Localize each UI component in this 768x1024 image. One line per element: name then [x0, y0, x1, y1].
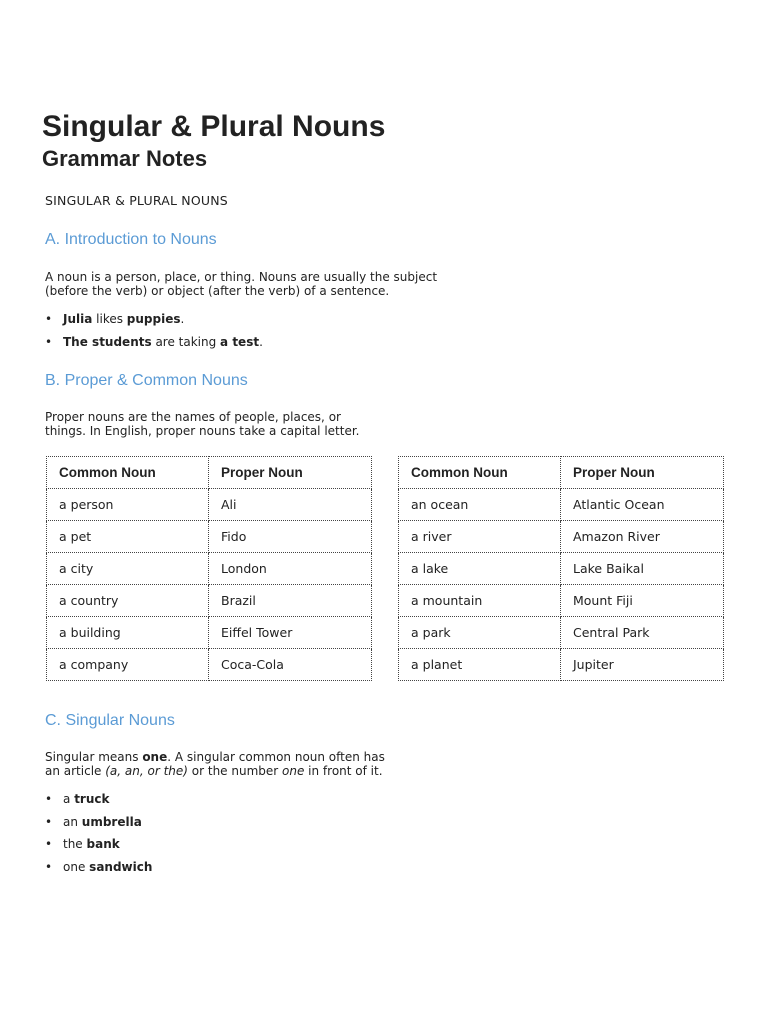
column-header-common: Common Noun [399, 457, 561, 489]
proper-noun-cell: London [209, 553, 372, 585]
list-item [45, 312, 263, 335]
table-row [47, 617, 372, 649]
proper-noun-cell: Coca-Cola [209, 649, 372, 681]
example-noun: bank [86, 837, 120, 851]
section-b-para-line1: Proper nouns are the names of people, places, or [45, 410, 341, 424]
list-item [45, 837, 152, 860]
table-row [399, 649, 724, 681]
table-row [47, 553, 372, 585]
proper-noun-cell: Brazil [209, 585, 372, 617]
example-noun: umbrella [81, 814, 142, 829]
section-b-paragraph [45, 410, 359, 438]
section-a-paragraph [45, 270, 437, 298]
example-subject: The students [63, 334, 152, 349]
para-italic: (a, an, or the) [105, 764, 188, 778]
example-punct: . [259, 334, 263, 349]
example-determiner: one [63, 859, 86, 874]
proper-noun-cell: Fido [209, 521, 372, 553]
section-a-examples [45, 312, 263, 357]
section-b-heading: B. Proper & Common Nouns [45, 372, 248, 389]
column-header-proper: Proper Noun [209, 457, 372, 489]
para-text: Singular means [45, 750, 143, 764]
common-noun-cell: a planet [399, 649, 561, 681]
para-text: . A singular common noun often has [167, 750, 385, 764]
table-header-row [399, 457, 724, 489]
example-object: a test [220, 334, 260, 349]
proper-noun-cell: Eiffel Tower [209, 617, 372, 649]
proper-noun-cell: Atlantic Ocean [561, 489, 724, 521]
example-noun: sandwich [89, 859, 153, 874]
example-subject: Julia [63, 312, 93, 326]
para-text: in front of it. [304, 764, 383, 778]
table-row [399, 521, 724, 553]
noun-table-left [46, 456, 372, 681]
common-noun-cell: a park [399, 617, 561, 649]
section-a-para-line2: (before the verb) or object (after the verb) of a sentence. [45, 284, 390, 298]
table-row [47, 521, 372, 553]
para-text: an article [45, 764, 106, 778]
table-row [399, 617, 724, 649]
column-header-proper: Proper Noun [561, 457, 724, 489]
section-b-para-line2: things. In English, proper nouns take a capital letter. [45, 424, 360, 438]
section-a-para-line1: A noun is a person, place, or thing. Nouns are usually the subject [45, 270, 438, 284]
common-noun-cell: a building [47, 617, 209, 649]
section-c-examples [45, 792, 152, 882]
page-title: Singular & Plural Nouns [42, 110, 386, 143]
common-noun-cell: a pet [47, 521, 209, 553]
list-item [45, 815, 152, 838]
table-row [47, 585, 372, 617]
common-noun-cell: a country [47, 585, 209, 617]
section-c-heading: C. Singular Nouns [45, 712, 175, 729]
list-item [45, 792, 152, 815]
common-noun-cell: a city [47, 553, 209, 585]
noun-table-right [398, 456, 724, 681]
list-item [45, 860, 152, 883]
table-header-row [47, 457, 372, 489]
table-row [47, 649, 372, 681]
para-emphasis: one [142, 750, 168, 764]
example-determiner: an [63, 814, 78, 829]
example-object: puppies [126, 312, 181, 326]
common-noun-cell: a river [399, 521, 561, 553]
section-a-heading: A. Introduction to Nouns [45, 231, 217, 248]
proper-noun-cell: Amazon River [561, 521, 724, 553]
proper-noun-cell: Lake Baikal [561, 553, 724, 585]
example-noun: truck [74, 792, 110, 806]
proper-noun-cell: Jupiter [561, 649, 724, 681]
column-header-common: Common Noun [47, 457, 209, 489]
example-verb: likes [92, 312, 127, 326]
page-subtitle: Grammar Notes [42, 146, 208, 171]
proper-noun-cell: Ali [209, 489, 372, 521]
common-noun-cell: a company [47, 649, 209, 681]
example-determiner: a [63, 792, 71, 806]
common-noun-cell: a person [47, 489, 209, 521]
section-c-paragraph [45, 750, 385, 778]
table-row [399, 489, 724, 521]
caps-label: SINGULAR & PLURAL NOUNS [45, 193, 228, 208]
proper-noun-cell: Central Park [561, 617, 724, 649]
example-punct: . [180, 312, 185, 326]
common-noun-cell: a lake [399, 553, 561, 585]
para-text: or the number [187, 764, 283, 778]
proper-noun-cell: Mount Fiji [561, 585, 724, 617]
example-verb: are taking [151, 334, 221, 349]
table-row [399, 553, 724, 585]
table-row [399, 585, 724, 617]
common-noun-cell: an ocean [399, 489, 561, 521]
para-italic: one [282, 764, 305, 778]
table-row [47, 489, 372, 521]
list-item [45, 335, 263, 358]
example-determiner: the [63, 837, 83, 851]
common-noun-cell: a mountain [399, 585, 561, 617]
